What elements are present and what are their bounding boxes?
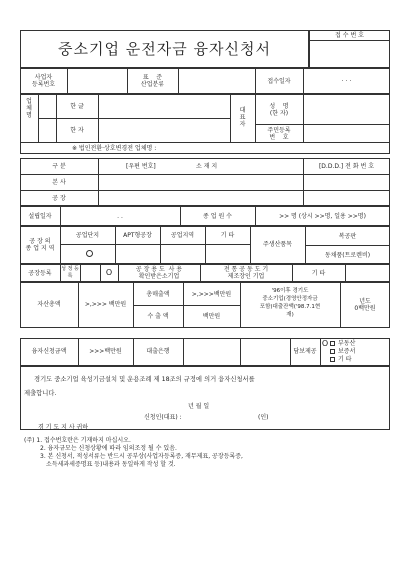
company-section-label: 업 체 명 [26, 98, 32, 119]
note-2: 2. 융자규모는 신청상황에 따라 임의조정 될 수 있음. [40, 445, 177, 452]
option-apt-factory[interactable]: APT형공장 [123, 232, 152, 239]
rep-name-label: 성 명 (한 자) [269, 103, 289, 117]
option-other[interactable]: 기 타 [220, 232, 235, 239]
hanja-name-label: 한 자 [70, 127, 84, 134]
korean-name-label: 한 글 [70, 103, 84, 110]
collateral-check: O [321, 339, 329, 348]
main-product-2[interactable]: 동채품(트로렌비) [324, 252, 371, 259]
employees-label: 종 업 원 수 [203, 213, 232, 220]
receipt-date-label: 접수일자 [267, 78, 291, 85]
location-label: 소 재 지 [196, 163, 218, 170]
total-assets-label: 자산총액 [37, 301, 61, 308]
use-confirm-label[interactable]: 공 장 용 도 사 용 확인받은소기업 [135, 266, 183, 280]
factory-phone-field[interactable] [304, 191, 389, 205]
bank-field[interactable] [184, 339, 239, 365]
note-1: (주) 1. 접수번호란은 기재하지 마십시오. [24, 437, 131, 444]
checkbox-real-estate[interactable] [330, 341, 335, 346]
head-office-label: 본 사 [52, 179, 66, 186]
selected-circle-icon [86, 250, 93, 257]
representative-label: 대 표 자 [239, 107, 246, 128]
collateral-guarantee[interactable]: 보증서 [338, 348, 356, 355]
last-year-balance-label: '96이후 경기도 중소기업(경영안정자금 포함)대출잔액('98.7.1현 재) [259, 288, 321, 318]
main-product-label: 주생산품목 [263, 241, 292, 248]
note-3: 3. 본 신청서, 적성서류는 반드시 공부상(사업자등록증, 재무제표, 공장등록증, [40, 453, 243, 460]
total-sales-label: 총매출액 [146, 291, 170, 298]
declaration-line-2: 제출합니다. [24, 390, 57, 397]
addressee: 경 기 도 지 사 귀하 [38, 424, 89, 431]
employees-value[interactable]: >> 명 (상시 >>명, 일용 >>명) [279, 213, 366, 220]
location-type-label: 공 장 의 종 업 지 역 [25, 238, 55, 252]
main-product-1[interactable]: 복공판 [338, 233, 357, 240]
option-industrial-area[interactable]: 공업지역 [170, 232, 195, 239]
declaration-date[interactable]: 년 월 일 [188, 403, 210, 410]
total-sales-value[interactable]: >,>>>백만원 [191, 291, 232, 298]
resident-no-field[interactable] [304, 125, 389, 141]
export-value[interactable]: 백만원 [202, 313, 221, 320]
conversion-note: ※ 법인전환·상호변경전 업체명 : [72, 145, 157, 152]
collateral-real-estate[interactable]: 부동산 [338, 340, 356, 347]
loan-amount-value[interactable]: >>>백만원 [89, 348, 122, 355]
factory-reg-label: 공장등록 [28, 270, 52, 277]
checkbox-other[interactable] [330, 357, 335, 362]
applicant-name-field[interactable] [192, 412, 252, 422]
head-office-address-field[interactable] [99, 175, 302, 189]
declaration-line-1: 경기도 중소기업 육성기금설치 및 운용조례 제 18조의 규정에 의거 융자신청서를 [34, 376, 255, 383]
biz-reg-no-label: 사업자 등록번호 [31, 74, 56, 88]
factory-label: 공 장 [52, 195, 66, 202]
checkbox-guarantee[interactable] [330, 349, 335, 354]
phone-label: [D.D.D.] 전 화 번 호 [318, 163, 375, 170]
receipt-no-label: 접 수 번 호 [335, 32, 364, 39]
factory-address-field[interactable] [99, 191, 302, 205]
std-industry-label: 표 준 산업분류 [140, 74, 165, 88]
postal-label: [우편 번호] [126, 163, 156, 170]
division-label: 구 분 [52, 163, 66, 170]
option-industrial-complex[interactable]: 공업단지 [75, 232, 100, 239]
founded-label: 설립일자 [28, 213, 52, 220]
hanja-name-field[interactable] [99, 119, 229, 141]
venture-label[interactable]: 전 통 공 동 도 기 제조장인 기업 [223, 266, 269, 280]
factory-reg-yes[interactable]: 성 정 등 록 [61, 266, 79, 279]
remaining-balance-value[interactable]: 년도 0백만원 [354, 298, 376, 312]
total-assets-value[interactable]: >,>>> 백만원 [84, 301, 127, 308]
rep-name-field[interactable] [304, 95, 389, 123]
factory-reg-other[interactable]: 기 타 [311, 270, 326, 277]
std-industry-field[interactable] [179, 69, 254, 93]
collateral-other[interactable]: 기 타 [338, 356, 352, 363]
note-4: 소득세과세증명표 등)내용과 동일하게 작성 할 것. [46, 461, 176, 468]
form-title: 중소기업 운전자금 융자신청서 [58, 40, 271, 58]
loan-amount-label: 융자신청금액 [31, 348, 67, 355]
receipt-date-value[interactable]: · · · [341, 78, 352, 85]
bank-label: 대출은행 [146, 348, 170, 355]
factory-reg-check[interactable]: O [105, 268, 113, 277]
korean-name-field[interactable] [99, 95, 229, 117]
head-office-phone-field[interactable] [304, 175, 389, 189]
biz-reg-no-field[interactable] [68, 69, 126, 93]
founded-value[interactable]: . . [117, 213, 123, 220]
collateral-label: 담보제공 [293, 348, 317, 355]
export-label: 수 출 액 [147, 313, 169, 320]
applicant-label: 신청인(대표) : [144, 414, 182, 421]
resident-no-label: 주민등록 번 호 [267, 127, 291, 141]
receipt-no-field[interactable] [310, 41, 389, 67]
seal-label: (인) [258, 414, 269, 421]
